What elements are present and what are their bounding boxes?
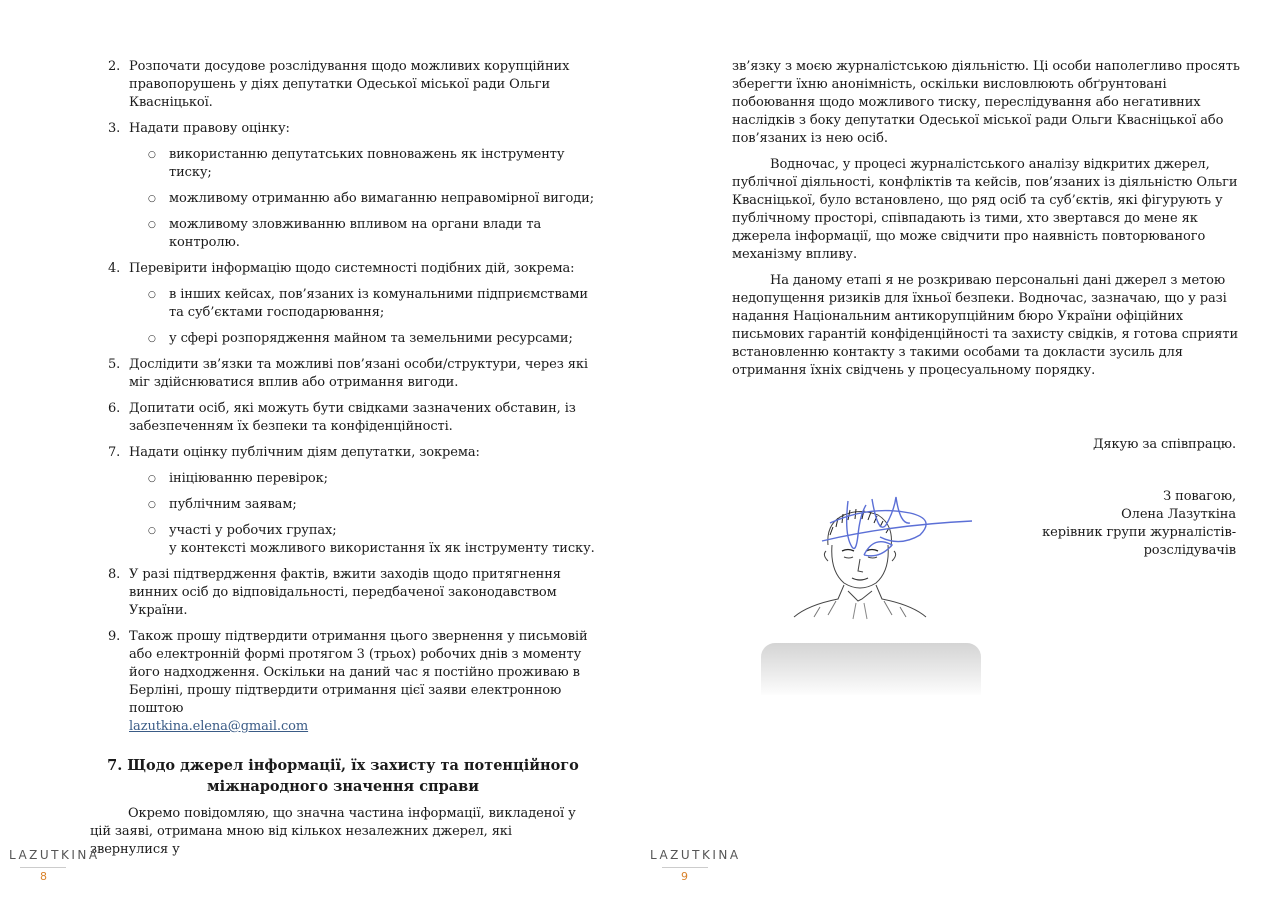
sub-list-item bbox=[148, 190, 600, 208]
sub-item-text: можливому зловживанню впливом на органи влади та контролю. bbox=[169, 217, 542, 250]
item-number: 2. bbox=[108, 59, 121, 74]
bullet-circle-icon: ○ bbox=[148, 290, 156, 300]
sub-list-item bbox=[148, 146, 600, 182]
sub-list-item bbox=[148, 496, 600, 514]
thanks-line: Дякую за співпрацю. bbox=[1092, 437, 1236, 452]
item-text: Допитати осіб, які можуть бути свідками зазначених обставин, із забезпеченням їх безпеки та конфіденційності. bbox=[129, 401, 576, 434]
bullet-circle-icon: ○ bbox=[148, 150, 156, 160]
email-link[interactable]: lazutkina.elena@gmail.com bbox=[129, 719, 309, 734]
sub-list-item bbox=[148, 330, 600, 348]
list-item bbox=[108, 566, 600, 620]
item-number: 6. bbox=[108, 401, 121, 416]
item-text: Надати правову оцінку: bbox=[129, 121, 290, 136]
section-heading: 7. Щодо джерел інформації, їх захисту та потенційного міжнародного значення справи bbox=[107, 757, 579, 795]
sub-item-text: публічним заявам; bbox=[169, 497, 297, 512]
signature-block bbox=[996, 488, 1236, 560]
page-number: 9 bbox=[681, 870, 688, 883]
signer-role: керівник групи журналістів-розслідувачів bbox=[1042, 525, 1236, 558]
list-item bbox=[108, 58, 600, 112]
bullet-circle-icon: ○ bbox=[148, 500, 156, 510]
signature-drawing bbox=[760, 475, 982, 625]
footer-rule bbox=[20, 867, 66, 868]
list-item bbox=[108, 444, 600, 558]
list-item bbox=[108, 400, 600, 436]
item-text: Також прошу підтвердити отримання цього звернення у письмовій або електронній формі протягом 3 (трьох) робочих днів з моменту його надходження. Оскільки на даний час я постійно проживаю в Берліні, прошу підтвердити отримання цієї заяви електронною поштою bbox=[129, 629, 588, 716]
list-item bbox=[108, 356, 600, 392]
bullet-circle-icon: ○ bbox=[148, 220, 156, 230]
item-number: 8. bbox=[108, 567, 121, 582]
sub-item-text: можливому отриманню або вимаганню неправомірної вигоди; bbox=[169, 191, 595, 206]
bullet-circle-icon: ○ bbox=[148, 194, 156, 204]
item-number: 9. bbox=[108, 629, 121, 644]
request-list bbox=[108, 58, 600, 744]
item-text: Розпочати досудове розслідування щодо можливих корупційних правопорушень у діях депутатки Одеської міської ради Ольги Квасніцької. bbox=[129, 59, 570, 110]
bullet-circle-icon: ○ bbox=[148, 474, 156, 484]
item-number: 7. bbox=[108, 445, 121, 460]
footer-logo: LAZUTKINA bbox=[9, 848, 100, 862]
item-text: Надати оцінку публічним діям депутатки, зокрема: bbox=[129, 445, 480, 460]
sub-list-item bbox=[148, 522, 600, 558]
section-paragraph: Окремо повідомляю, що значна частина інформації, викладеної у цій заяві, отримана мною від кількох незалежних джерел, які звернулися у bbox=[90, 806, 576, 857]
bullet-circle-icon: ○ bbox=[148, 334, 156, 344]
page-number: 8 bbox=[40, 870, 47, 883]
sub-list-item bbox=[148, 216, 600, 252]
image-fade-overlay bbox=[761, 643, 981, 695]
sub-list-item bbox=[148, 286, 600, 322]
paragraph-3: На даному етапі я не розкриваю персональні дані джерел з метою недопущення ризиків для їхньої безпеки. Водночас, зазначаю, що у разі надання Національним антикорупційним бюро України офіційних письмових гарантій конфіденційності та захисту свідків, я готова сприяти встановленню контакту з такими особами та докласти зусиль для отримання їхніх свідчень у процесуальному порядку. bbox=[732, 273, 1239, 378]
signature-image bbox=[760, 475, 982, 625]
item-number: 4. bbox=[108, 261, 121, 276]
sub-item-tail: у контексті можливого використання їх як інструменту тиску. bbox=[169, 541, 595, 556]
sub-list bbox=[148, 286, 600, 348]
sub-item-text: у сфері розпорядження майном та земельними ресурсами; bbox=[169, 331, 573, 346]
bullet-circle-icon: ○ bbox=[148, 526, 156, 536]
footer-rule bbox=[662, 867, 708, 868]
paragraph-continued: зв’язку з моєю журналістською діяльністю. Ці особи наполегливо просять зберегти їхню анонімність, оскільки висловлюють обґрунтовані побоювання щодо можливого тиску, переслідування або негативних наслідків з боку депутатки Одеської міської ради Ольги Квасніцької або пов’язаних із нею осіб. bbox=[732, 59, 1240, 146]
sub-list bbox=[148, 146, 600, 252]
item-number: 3. bbox=[108, 121, 121, 136]
sub-list bbox=[148, 470, 600, 558]
sub-item-text: в інших кейсах, пов’язаних із комунальними підприємствами та суб’єктами господарювання; bbox=[169, 287, 588, 320]
signer-name: Олена Лазуткіна bbox=[1121, 507, 1236, 522]
item-text: У разі підтвердження фактів, вжити заходів щодо притягнення винних осіб до відповідальності, передбаченої законодавством України. bbox=[129, 567, 561, 618]
sub-list-item bbox=[148, 470, 600, 488]
paragraph-2: Водночас, у процесі журналістського аналізу відкритих джерел, публічної діяльності, конфліктів та кейсів, пов’язаних із діяльністю Ольги Квасніцької, було встановлено, що ряд осіб та суб’єктів, які фігурують у публічному просторі, співпадають із тими, хто звертався до мене як джерела інформації, що може свідчити про наявність повторюваного механізму впливу. bbox=[732, 157, 1238, 262]
item-text: Дослідити зв’язки та можливі пов’язані особи/структури, через які міг здійснюватися вплив або отримання вигоди. bbox=[129, 357, 588, 390]
footer-logo: LAZUTKINA bbox=[650, 848, 741, 862]
regards: З повагою, bbox=[1163, 489, 1236, 504]
right-text bbox=[732, 58, 1240, 380]
item-number: 5. bbox=[108, 357, 121, 372]
list-item bbox=[108, 260, 600, 348]
sub-item-text: ініціюванню перевірок; bbox=[169, 471, 328, 486]
item-text: Перевірити інформацію щодо системності подібних дій, зокрема: bbox=[129, 261, 575, 276]
sub-item-text: використанню депутатських повноважень як інструменту тиску; bbox=[169, 147, 565, 180]
list-item bbox=[108, 120, 600, 252]
sub-item-text: участі у робочих групах; bbox=[169, 523, 337, 538]
page-9 bbox=[640, 0, 1280, 897]
list-item bbox=[108, 628, 600, 736]
